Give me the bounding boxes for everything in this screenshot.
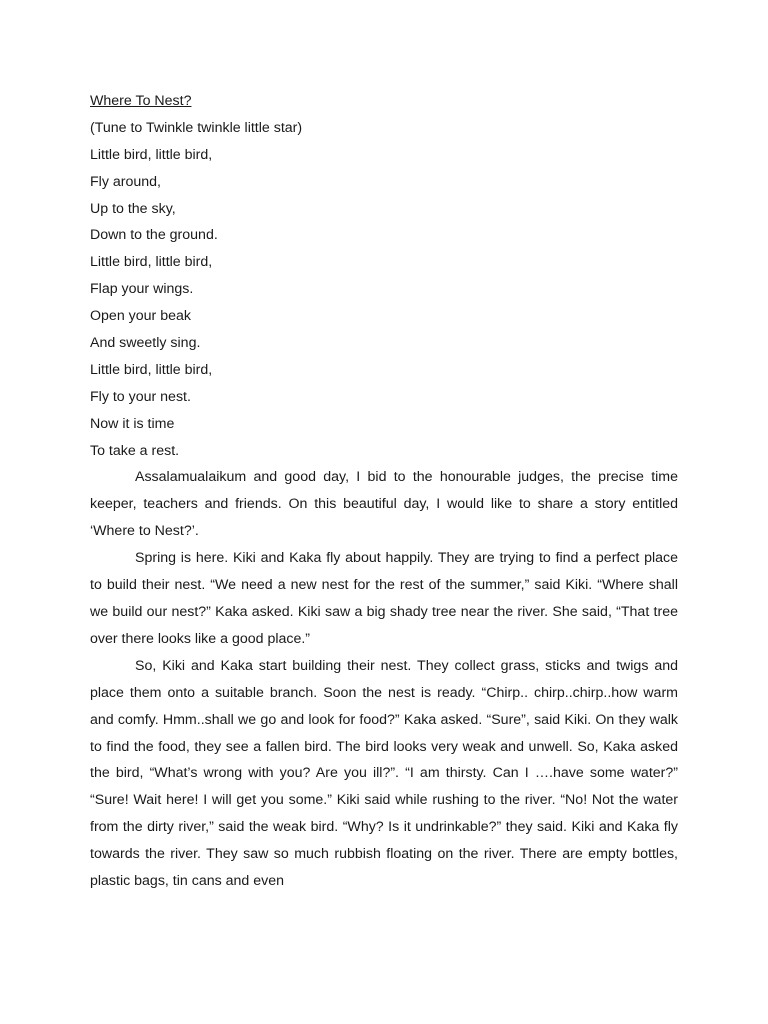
paragraph-nest-building: So, Kiki and Kaka start building their nest. They collect grass, sticks and twigs and place them onto a suitable branch. Soon the nest is ready. “Chirp.. chirp..chirp..how warm and comfy. Hmm..shall we go and look for food?” Kaka asked. “Sure”, said Kiki. On they walk to find the food, they see a fallen bird. The bird looks very weak and unwell. So, Kaka asked the bird, “What’s wrong with you? Are you ill?”. “I am thirsty. Can I ….have some water?” “Sure! Wait here! I will get you some.” Kiki said while rushing to the river. “No! Not the water from the dirty river,” said the weak bird. “Why? Is it undrinkable?” they said. Kiki and Kaka fly towards the river. They saw so much rubbish floating on the river. There are empty bottles, plastic bags, tin cans and even [90,657,678,890]
tune-note: (Tune to Twinkle twinkle little star) [90,119,303,136]
song-line: Up to the sky, [90,200,176,217]
song-line: To take a rest. [90,442,180,459]
paragraph-greeting: Assalamualaikum and good day, I bid to the honourable judges, the precise time keeper, teachers and friends. On this beautiful day, I would like to share a story entitled ‘Where to Nest?’. [90,469,678,540]
paragraph-spring: Spring is here. Kiki and Kaka fly about happily. They are trying to find a perfect place to build their nest. “We need a new nest for the rest of the summer,” said Kiki. “Where shall we build our nest?” Kaka asked. Kiki saw a big shady tree near the river. She said, “That tree over there looks like a good place.” [90,550,678,647]
song-line: Little bird, little bird, [90,361,213,378]
song-lyrics [90,142,678,465]
song-line: Little bird, little bird, [90,254,213,271]
song-line: Fly around, [90,173,161,190]
story-title: Where To Nest? [90,93,192,109]
song-line: Down to the ground. [90,227,218,244]
song-line: And sweetly sing. [90,335,201,352]
song-line: Little bird, little bird, [90,146,213,163]
song-line: Open your beak [90,308,191,325]
document-page [90,88,678,895]
story-body [90,464,678,895]
song-line: Flap your wings. [90,281,194,298]
song-line: Now it is time [90,415,175,432]
song-line: Fly to your nest. [90,388,191,405]
